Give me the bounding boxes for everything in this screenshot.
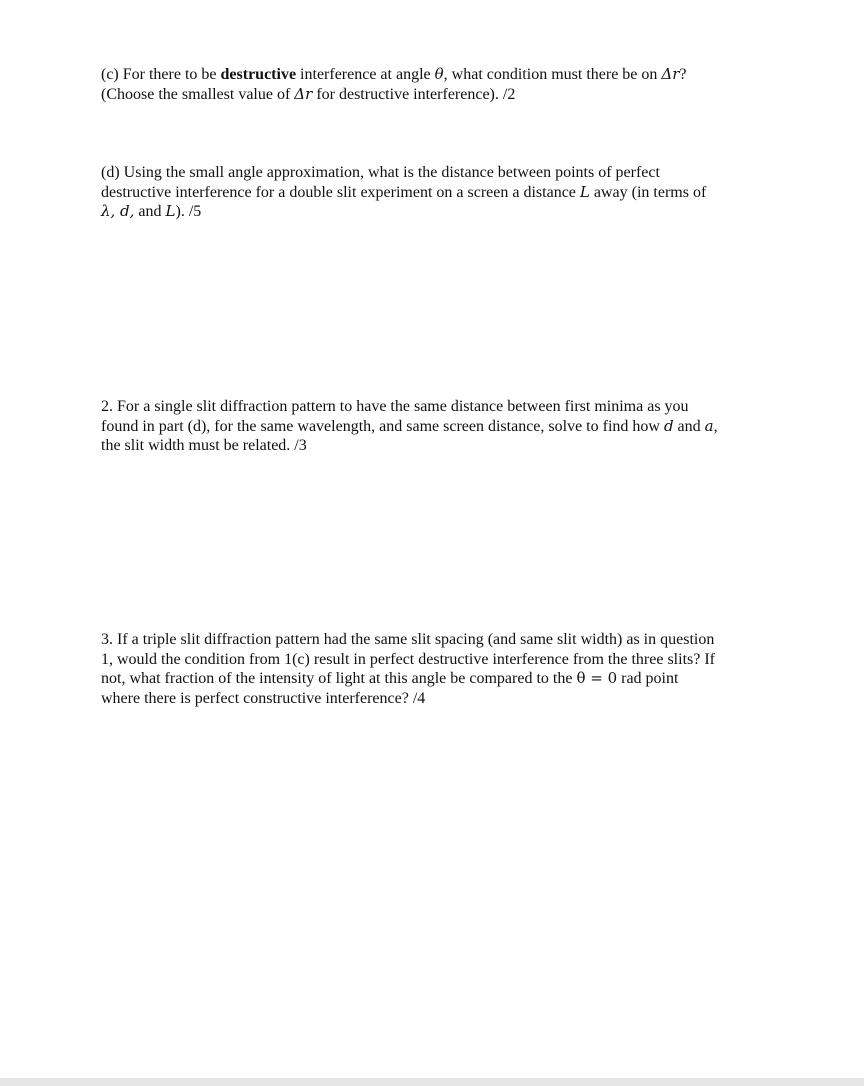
text: and	[134, 203, 166, 220]
text: away (in terms of	[589, 183, 707, 201]
math-theta-equals-zero: θ = 0	[576, 669, 618, 687]
question-3-line-3	[101, 669, 761, 689]
text: ,	[713, 417, 718, 435]
text: not, what fraction of the intensity of light at this angle be compared to the	[101, 670, 577, 687]
question-1d-line-2	[101, 183, 766, 203]
question-3-line-1: 3. If a triple slit diffraction pattern had the same slit spacing (and same slit width) as in question	[101, 631, 715, 648]
math-L: L	[165, 202, 176, 220]
question-3-line-4: where there is perfect constructive interference? /4	[101, 689, 426, 707]
question-1d	[101, 163, 766, 222]
emphasis-destructive: destructive	[220, 66, 297, 83]
text: ?	[679, 66, 687, 83]
math-L: L	[579, 182, 590, 201]
text: rad point	[617, 670, 679, 687]
question-1c-line-1	[101, 65, 766, 85]
text: (c) For there to be	[101, 66, 221, 83]
text: (Choose the smallest value of	[101, 85, 295, 103]
math-delta-r: Δr	[661, 65, 680, 83]
math-d: d	[663, 416, 674, 435]
question-3	[101, 630, 761, 708]
question-1d-line-3	[101, 202, 766, 222]
text: and	[673, 417, 705, 435]
text: ). /5	[175, 203, 202, 220]
question-2	[101, 397, 766, 456]
question-1c-line-2	[101, 85, 766, 105]
question-1d-line-1: (d) Using the small angle approximation, what is the distance between points of perfect	[101, 164, 660, 181]
math-a: a	[704, 416, 714, 435]
text: for destructive interference). /2	[312, 85, 516, 103]
question-1c	[101, 65, 766, 104]
text: found in part (d), for the same wavelength, and same screen distance, solve to find how	[101, 417, 664, 435]
math-delta-r: Δr	[294, 84, 313, 103]
text: interference at angle	[296, 66, 435, 83]
text: destructive interference for a double slit experiment on a screen a distance	[101, 183, 580, 201]
viewer-bottom-bar	[0, 1078, 864, 1086]
math-lambda-d: λ, d,	[101, 202, 135, 220]
math-theta: θ	[434, 65, 444, 83]
question-3-line-2: 1, would the condition from 1(c) result in perfect destructive interference from the three slits? If	[101, 650, 715, 668]
text: , what condition must there be on	[443, 66, 662, 83]
question-2-line-1: 2. For a single slit diffraction pattern to have the same distance between first minima as you	[101, 398, 689, 415]
question-2-line-2	[101, 417, 766, 437]
question-2-line-3: the slit width must be related. /3	[101, 437, 307, 454]
